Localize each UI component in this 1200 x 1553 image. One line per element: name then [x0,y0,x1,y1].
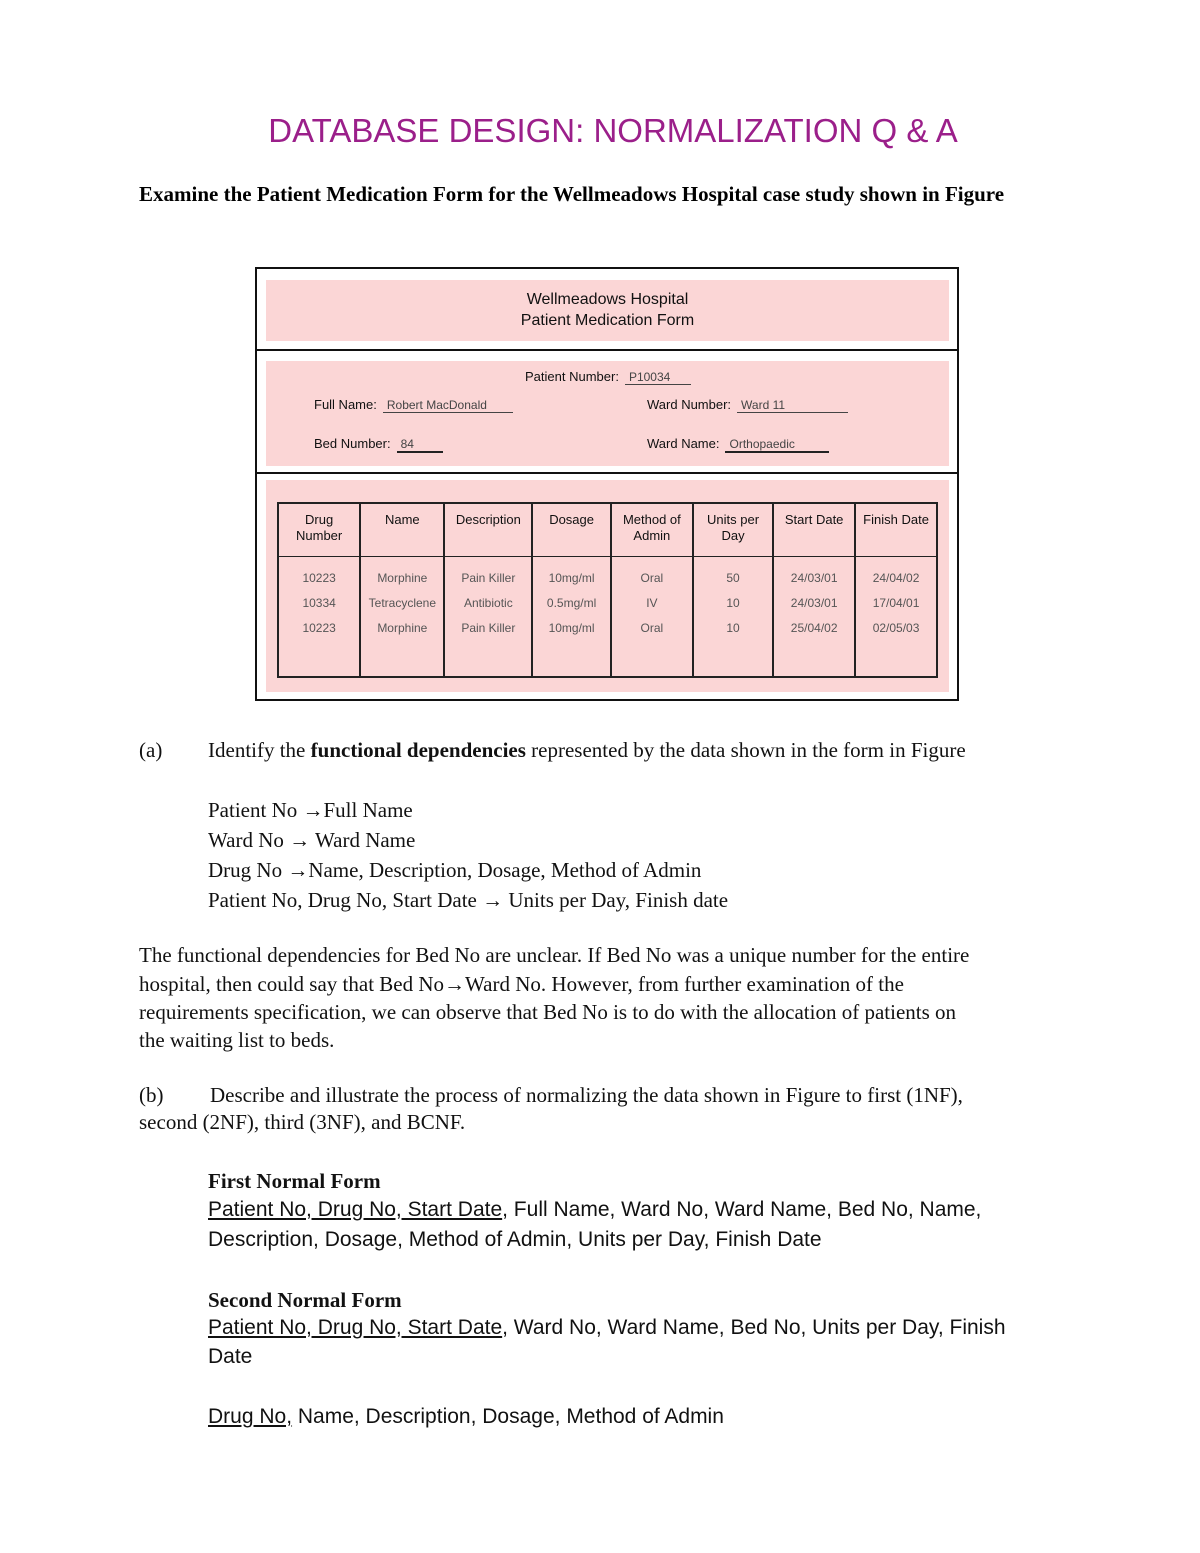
column-header: Name [360,503,444,557]
second-nf-drug-relation [208,1402,1108,1431]
table-cell: 10223 [302,620,336,635]
ward-number-value: Ward 11 [737,398,848,413]
second-nf-drug-rest: Name, Description, Dosage, Method of Admin [292,1405,724,1428]
question-a-bold: functional dependencies [310,738,526,762]
first-nf-relation [208,1195,1108,1224]
table-cell: Morphine [360,557,444,591]
ward-name-value: Orthopaedic [725,437,829,453]
functional-dependencies-list [208,795,728,915]
table-row [278,615,937,640]
fd-line: Patient No →Full Name [208,798,413,822]
bed-number-label: Bed Number: [314,436,391,451]
ward-number-field [647,397,848,413]
table-cell: 24/03/01 [773,557,855,591]
drug-section [266,480,949,692]
fd-line: Patient No, Drug No, Start Date → Units per Day, Finish date [208,888,729,912]
table-cell: Pain Killer [444,557,532,591]
table-cell: 50 [693,557,773,591]
table-cell: Morphine [360,615,444,640]
divider [257,349,957,351]
question-a-pre: Identify the [208,738,311,762]
bed-note [139,940,1099,1054]
medication-form-figure [255,267,959,701]
patient-number-field [525,369,691,385]
table-header-row [278,503,937,557]
bed-number-value: 84 [397,437,443,453]
question-a-text [208,736,1088,764]
ward-number-label: Ward Number: [647,397,732,412]
table-cell: 10 [693,590,773,615]
table-cell: 24/03/01 [773,590,855,615]
table-cell: Oral [611,557,693,591]
first-nf-relation-cont: Description, Dosage, Method of Admin, Units per Day, Finish Date [208,1228,822,1251]
question-b-line2: second (2NF), third (3NF), and BCNF. [139,1110,466,1134]
fd-line: Drug No →Name, Description, Dosage, Method of Admin [208,858,702,882]
table-cell: 24/04/02 [855,557,937,591]
first-nf-heading: First Normal Form [208,1169,381,1193]
column-header: Start Date [773,503,855,557]
table-row [278,640,937,677]
table-cell: 25/04/02 [773,615,855,640]
bed-note-line: the waiting list to beds. [139,1028,335,1052]
intro-text: Examine the Patient Medication Form for the Wellmeadows Hospital case study shown in Figure [139,182,1005,206]
divider [257,472,957,474]
question-a-marker: (a) [139,738,163,762]
table-row [278,557,937,591]
full-name-value: Robert MacDonald [383,398,513,413]
patient-number-label: Patient Number: [525,369,619,384]
second-nf-rest: , Ward No, Ward Name, Bed No, Units per Day, Finish [502,1316,1006,1339]
table-row [278,590,937,615]
first-nf-key: Patient No, Drug No, Start Date [208,1198,503,1221]
full-name-field [314,397,513,413]
bed-note-line: requirements specification, we can observe that Bed No is to do with the allocation of patients on [139,1000,957,1024]
patient-number-value: P10034 [625,370,691,385]
ward-name-label: Ward Name: [647,436,720,451]
table-cell: Oral [611,615,693,640]
page-title: DATABASE DESIGN: NORMALIZATION Q & A [268,112,958,149]
table-cell: 10334 [302,595,336,610]
fd-line: Ward No → Ward Name [208,828,416,852]
table-cell: Tetracyclene [360,590,444,615]
table-cell: 10mg/ml [532,557,611,591]
table-cell: 0.5mg/ml [532,590,611,615]
table-cell: Pain Killer [444,615,532,640]
table-cell: 02/05/03 [855,615,937,640]
bed-note-line: The functional dependencies for Bed No are unclear. If Bed No was a unique number for the entire [139,943,970,967]
bed-note-line: hospital, then could say that Bed No→Ward No. However, from further examination of the [139,972,904,996]
patient-details [266,361,949,466]
bed-number-field [314,436,443,453]
question-b-marker: (b) [139,1083,164,1107]
column-header: Units per Day [693,503,773,557]
second-nf-relation [208,1313,1108,1342]
column-header: Method of Admin [611,503,693,557]
column-header: Description [444,503,532,557]
table-cell: 10223 [302,570,336,585]
hospital-name: Wellmeadows Hospital [526,291,689,308]
table-cell: 10 [693,615,773,640]
table-cell: Antibiotic [444,590,532,615]
second-nf-drug-key: Drug No, [208,1405,293,1428]
question-a-post: represented by the data shown in the form in Figure [525,738,966,762]
ward-name-field [647,436,829,453]
column-header: Drug Number [278,503,360,557]
drug-table [277,502,938,678]
second-nf-key: Patient No, Drug No, Start Date [208,1316,503,1339]
form-header [266,280,949,341]
column-header: Finish Date [855,503,937,557]
table-cell: IV [611,590,693,615]
table-cell: 10mg/ml [532,615,611,640]
table-cell: 17/04/01 [855,590,937,615]
form-name: Patient Medication Form [520,312,695,329]
second-nf-heading: Second Normal Form [208,1288,402,1312]
first-nf-rest: , Full Name, Ward No, Ward Name, Bed No, Name, [502,1198,982,1221]
column-header: Dosage [532,503,611,557]
second-nf-relation-cont: Date [208,1345,253,1368]
question-b-line1: Describe and illustrate the process of normalizing the data shown in Figure to first (1NF), [210,1083,963,1107]
full-name-label: Full Name: [314,397,377,412]
